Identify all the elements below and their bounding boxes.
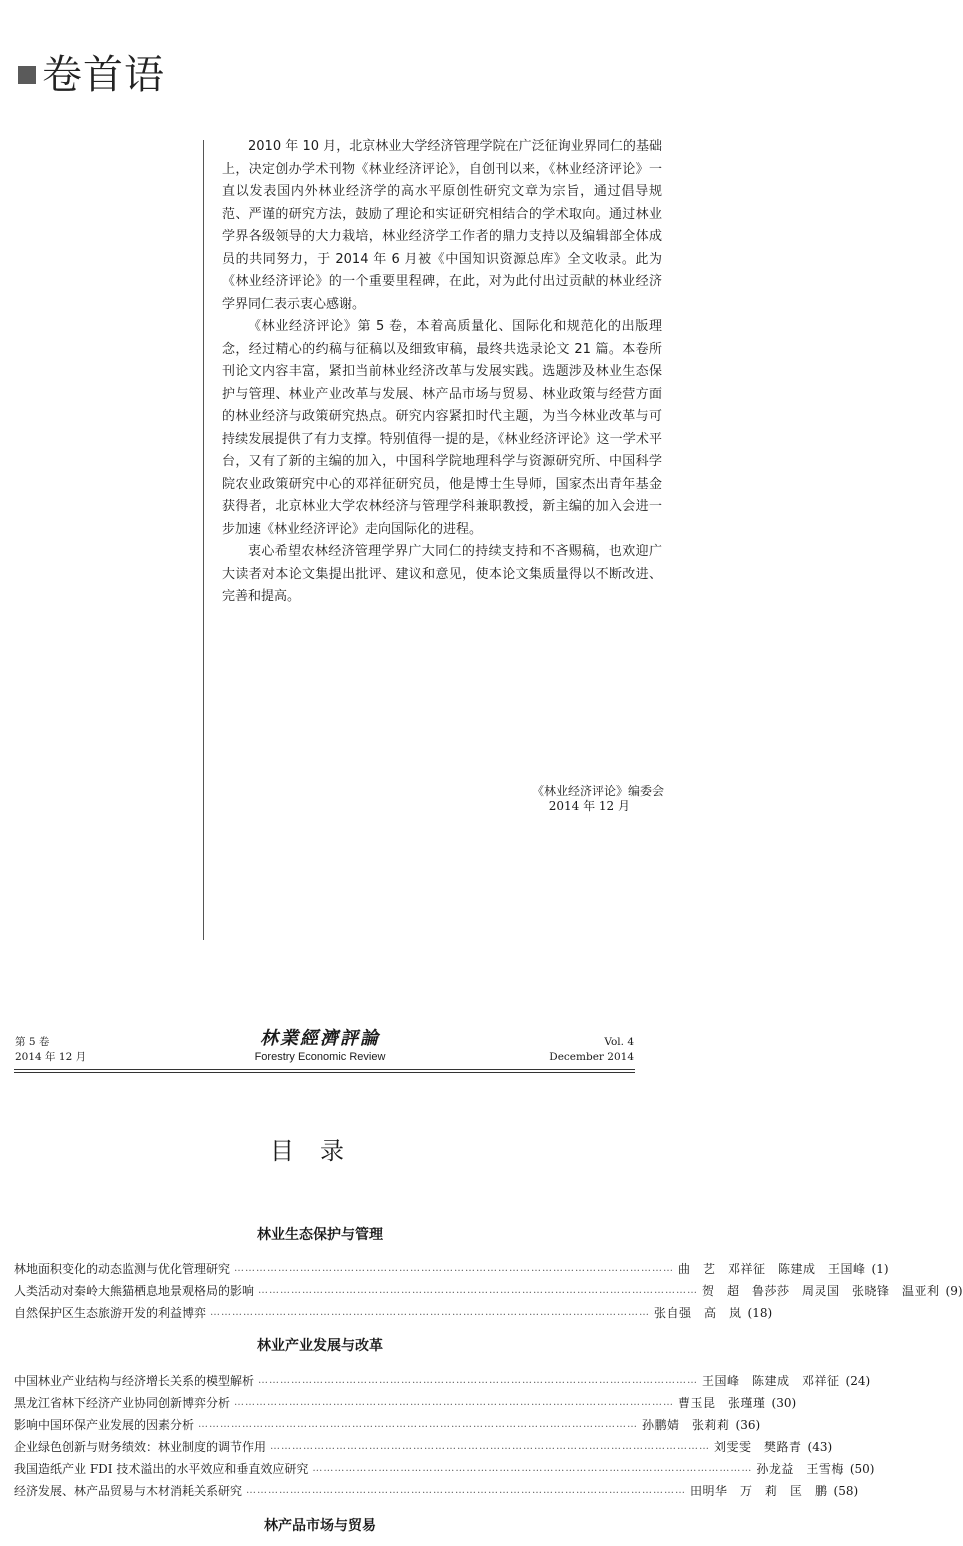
header-date: 2014 年 12 月 (15, 1051, 87, 1063)
toc-entry[interactable] (14, 1281, 963, 1300)
toc-entry-page: (1) (871, 1261, 889, 1276)
toc-leader: ………………………………………………………………………………………………………… (210, 1307, 651, 1318)
toc-leader: ………………………………………………………………………………………………………… (234, 1397, 675, 1408)
toc-leader: ………………………………………………………………………………………………………… (258, 1285, 699, 1296)
toc-section-heading: 林业生态保护与管理 (257, 1227, 383, 1243)
toc-entry[interactable] (14, 1371, 871, 1390)
preface-title: 卷首语 (42, 52, 165, 98)
toc-entry[interactable] (14, 1437, 833, 1456)
toc-entry-title: 林地面积变化的动态监测与优化管理研究 (14, 1262, 231, 1276)
toc-entry-title: 自然保护区生态旅游开发的利益博弈 (14, 1306, 207, 1320)
toc-entry-title: 影响中国环保产业发展的因素分析 (14, 1418, 195, 1432)
preface-heading (18, 50, 165, 100)
journal-title-en: Forestry Economic Review (254, 1051, 386, 1063)
toc-entry-authors: 曲 艺 邓祥征 陈建成 王国峰 (678, 1262, 866, 1276)
toc-entry-authors: 田明华 万 莉 匡 鹏 (690, 1484, 828, 1498)
preface-signature-date: 2014 年 12 月 (548, 799, 630, 813)
toc-entry-page: (43) (807, 1439, 833, 1454)
toc-title: 目录 (270, 1137, 370, 1165)
toc-entry-authors: 曹玉昆 张瑾瑾 (678, 1396, 766, 1410)
toc-entry-authors: 孙龙益 王雪梅 (756, 1462, 844, 1476)
toc-entry-authors: 王国峰 陈建成 邓祥征 (702, 1374, 840, 1388)
toc-leader: ………………………………………………………………………………………………………… (270, 1441, 711, 1452)
header-volume: 第 5 卷 (15, 1036, 50, 1048)
toc-entry-page: (24) (845, 1373, 871, 1388)
toc-entry-page: (58) (833, 1483, 859, 1498)
preface-paragraph: 《林业经济评论》第 5 卷，本着高质量化、国际化和规范化的出版理念，经过精心的约稿与征稿以及细致审稿，最终共选录论文 21 篇。本卷所刊论文内容丰富，紧扣当前林业经济改革与发展实践。选题涉及林业生态保护与管理、林业产业改革与发展、林产品市场与贸易、林业政策与经营方面的林业经济与政策研究热点。研究内容紧扣时代主题，为当今林业改革与可持续发展提供了有力支撑。特别值得一提的是，《林业经济评论》这一学术平台，又有了新的主编的加入，中国科学院地理科学与资源研究所、中国科学院农业政策研究中心的邓祥征研究员，他是博士生导师，国家杰出青年基金获得者，北京林业大学农林经济与管理学科兼职教授，新主编的加入会进一步加速《林业经济评论》走向国际化的进程。 (222, 319, 662, 537)
toc-entry-page: (30) (771, 1395, 797, 1410)
header-left (15, 1035, 86, 1065)
header-volume-en: Vol. 4 (604, 1036, 634, 1048)
toc-leader: ………………………………………………………………………………………………………… (258, 1375, 699, 1386)
square-bullet-icon (18, 66, 36, 84)
toc-leader: ………………………………………………………………………………………………………… (246, 1485, 687, 1496)
toc-entry-authors: 张自强 高 岚 (654, 1306, 742, 1320)
toc-entry[interactable] (14, 1481, 859, 1500)
toc-entry[interactable] (14, 1393, 797, 1412)
toc-entry[interactable] (14, 1415, 761, 1434)
toc-entry-title: 人类活动对秦岭大熊猫栖息地景观格局的影响 (14, 1284, 255, 1298)
toc-entry-title: 黑龙江省林下经济产业协同创新博弈分析 (14, 1396, 231, 1410)
toc-section-heading: 林业产业发展与改革 (257, 1338, 383, 1354)
toc-entry-page: (18) (747, 1305, 773, 1320)
vertical-rule (203, 140, 204, 940)
toc-entry-title: 经济发展、林产品贸易与木材消耗关系研究 (14, 1484, 243, 1498)
toc-entry-title: 企业绿色创新与财务绩效：林业制度的调节作用 (14, 1440, 267, 1454)
header-right (534, 1035, 634, 1065)
preface-signature-block (420, 784, 664, 814)
toc-entry-title: 中国林业产业结构与经济增长关系的模型解析 (14, 1374, 255, 1388)
preface-paragraph: 衷心希望农林经济管理学界广大同仁的持续支持和不吝赐稿，也欢迎广大读者对本论文集提出批评、建议和意见，使本论文集质量得以不断改进、完善和提高。 (222, 544, 662, 604)
toc-section-heading: 林产品市场与贸易 (264, 1518, 376, 1534)
toc-leader: ………………………………………………………………………………………………………… (312, 1463, 753, 1474)
toc-entry-page: (50) (849, 1461, 875, 1476)
header-divider (14, 1069, 635, 1073)
toc-entry-page: (9) (945, 1283, 963, 1298)
toc-entry-page: (36) (735, 1417, 761, 1432)
toc-entry-authors: 刘雯雯 樊路青 (714, 1440, 802, 1454)
toc-leader: ………………………………………………………………………………………………………… (198, 1419, 639, 1430)
header-date-en: December 2014 (549, 1051, 634, 1063)
preface-signature: 《林业经济评论》编委会 (531, 784, 664, 798)
journal-masthead (220, 1028, 420, 1064)
preface-paragraph: 2010 年 10 月，北京林业大学经济管理学院在广泛征询业界同仁的基础上，决定创办学术刊物《林业经济评论》，自创刊以来，《林业经济评论》一直以发表国内外林业经济学的高水平原创性研究文章为宗旨，通过倡导规范、严谨的研究方法，鼓励了理论和实证研究相结合的学术取向。通过林业学界各级领导的大力栽培，林业经济学工作者的鼎力支持以及编辑部全体成员的共同努力，于 2014 年 6 月被《中国知识资源总库》全文收录。此为《林业经济评论》的一个重要里程碑，在此，对为此付出过贡献的林业经济学界同仁表示衷心感谢。 (222, 139, 662, 312)
toc-entry-authors: 孙鹏婧 张莉莉 (642, 1418, 730, 1432)
toc-entry-title: 我国造纸产业 FDI 技术溢出的水平效应和垂直效应研究 (14, 1462, 309, 1476)
toc-leader: ………………………………………………………………………………………………………… (234, 1263, 675, 1274)
toc-entry-authors: 贺 超 鲁莎莎 周灵国 张晓锋 温亚利 (702, 1284, 940, 1298)
toc-entry[interactable] (14, 1259, 889, 1278)
journal-logo-cn: 林業經濟評論 (260, 1028, 380, 1049)
preface-body (222, 136, 662, 609)
toc-entry[interactable] (14, 1303, 773, 1322)
toc-entry[interactable] (14, 1459, 875, 1478)
